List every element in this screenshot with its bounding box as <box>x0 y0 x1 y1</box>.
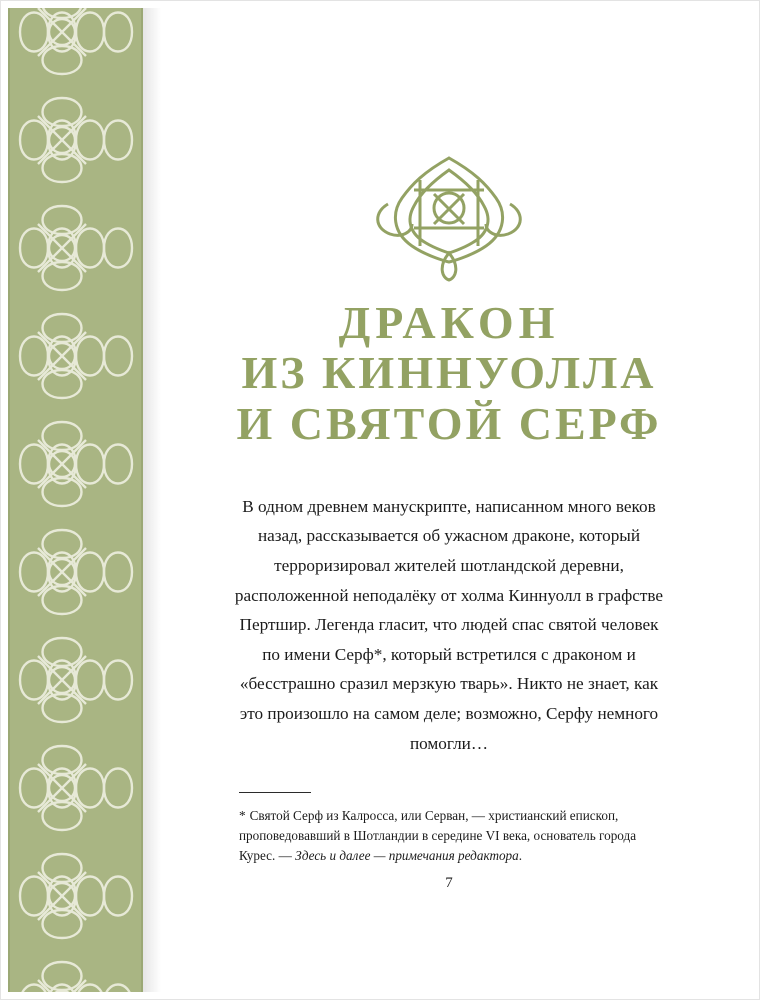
band-edge-left <box>8 8 10 992</box>
celtic-knot-pattern-icon <box>8 518 143 626</box>
celtic-knot-pattern-icon <box>8 194 143 302</box>
title-line-2: ИЗ КИННУОЛЛА <box>241 347 657 399</box>
page-number: 7 <box>445 875 453 891</box>
footnote-text-part2: . <box>518 848 523 864</box>
footnote-text-italic: Здесь и далее — примечания редактора <box>295 848 519 864</box>
celtic-knot-pattern-icon <box>8 302 143 410</box>
celtic-knot-pattern-icon <box>8 626 143 734</box>
footnote-block <box>239 792 659 866</box>
celtic-knot-pattern-icon <box>8 8 143 992</box>
knot-grid <box>8 8 143 992</box>
celtic-knot-pattern-icon <box>8 950 143 992</box>
celtic-knot-pattern-icon <box>8 410 143 518</box>
footnote-divider <box>239 792 311 793</box>
footnote-marker: * <box>239 808 246 824</box>
celtic-knot-vignette-icon <box>354 150 544 285</box>
lead-paragraph: В одном древнем манускрипте, написанном много веков назад, рассказывается об ужасном драконе, который терроризировал жителей шотландской деревни, расположенной неподалёку от холма Киннуолл в графстве Пертшир. Легенда гласит, что людей спас святой человек по имени Серф*, который встретился с драконом и «бесстрашно сразил мерзкую тварь». Никто не знает, как это произошло на самом деле; возможно, Серфу немного помогли… <box>234 496 664 753</box>
page-title <box>200 299 698 448</box>
footnote-text <box>239 806 659 866</box>
celtic-knot-pattern-icon <box>8 8 143 86</box>
page-content <box>200 0 698 1000</box>
celtic-knot-pattern-icon <box>8 842 143 950</box>
title-line-3: И СВЯТОЙ СЕРФ <box>236 397 662 449</box>
band-edge-right <box>141 8 143 992</box>
gutter-shadow <box>143 8 161 992</box>
celtic-knot-pattern-icon <box>8 86 143 194</box>
title-line-1: ДРАКОН <box>338 297 560 348</box>
celtic-knot-pattern-icon <box>8 734 143 842</box>
footnote-text-part1: Святой Серф из Калросса, или Серван, — христианский епископ, проповедовавший в Шотландии в середине VI века, основатель города Курес. — <box>239 808 637 864</box>
